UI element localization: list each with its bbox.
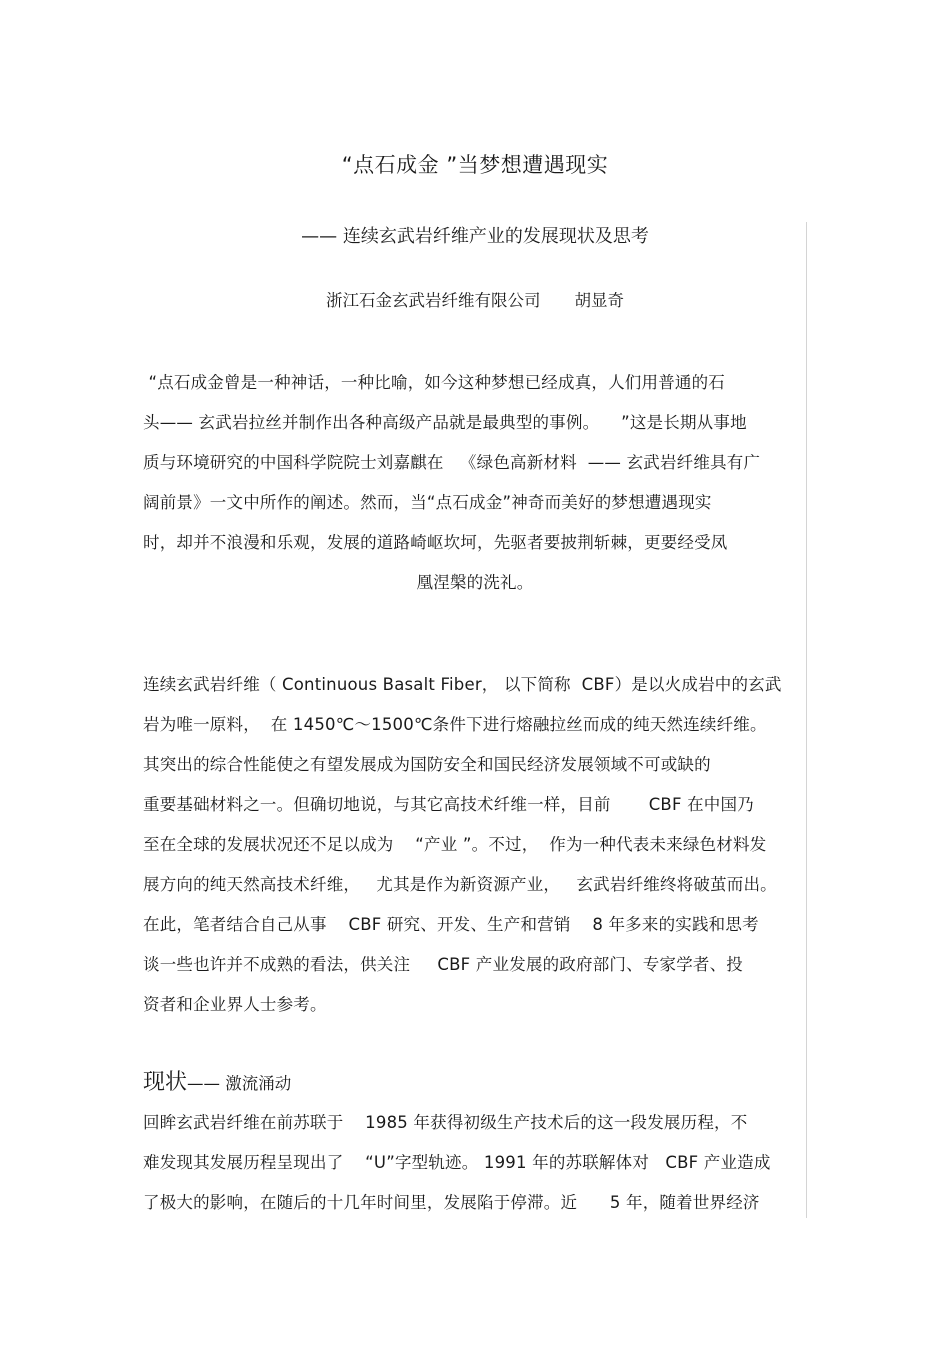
author-organization: 浙江石金玄武岩纤维有限公司 (326, 291, 541, 310)
section-body-line: 了极大的影响，在随后的十几年时间里，发展陷于停滞。近 5 年，随着世界经济 (143, 1193, 760, 1212)
intro-line: 其突出的综合性能使之有望发展成为国防安全和国民经济发展领域不可或缺的 (143, 755, 711, 774)
document-subtitle: —— 连续玄武岩纤维产业的发展现状及思考 (301, 226, 649, 247)
intro-line: 展方向的纯天然高技术纤维， 尤其是作为新资源产业， 玄武岩纤维终将破茧而出。 (143, 875, 777, 894)
intro-line: 至在全球的发展状况还不足以成为 “产业 ”。不过， 作为一种代表未来绿色材料发 (143, 835, 767, 854)
section-heading-suffix: —— 激流涌动 (187, 1074, 292, 1093)
section-heading-main: 现状 (143, 1070, 188, 1095)
intro-line: 资者和企业界人士参考。 (143, 995, 327, 1014)
intro-line: 在此，笔者结合自己从事 CBF 研究、开发、生产和营销 8 年多来的实践和思考 (143, 915, 759, 934)
author-line (0, 290, 950, 312)
quote-line: 头—— 玄武岩拉丝并制作出各种高级产品就是最典型的事例。 ”这是长期从事地 (143, 413, 747, 432)
intro-line: 重要基础材料之一。但确切地说，与其它高技术纤维一样，目前 CBF 在中国乃 (143, 795, 754, 814)
quote-line: 质与环境研究的中国科学院院士刘嘉麒在 《绿色高新材料 —— 玄武岩纤维具有广 (143, 453, 761, 472)
intro-line: 连续玄武岩纤维（ Continuous Basalt Fiber， 以下简称 CBF）是以火成岩中的玄武 (143, 675, 782, 694)
quote-line: 阔前景》一文中所作的阐述。然而，当“点石成金”神奇而美好的梦想遭遇现实 (143, 493, 712, 512)
intro-line: 谈一些也许并不成熟的看法，供关注 CBF 产业发展的政府部门、专家学者、投 (143, 955, 744, 974)
document-title: “点石成金 ”当梦想遭遇现实 (341, 153, 609, 177)
quote-line: “点石成金曾是一种神话，一种比喻，如今这种梦想已经成真，人们用普通的石 (143, 373, 725, 392)
intro-line: 岩为唯一原料， 在 1450℃～1500℃条件下进行熔融拉丝而成的纯天然连续纤维。 (143, 715, 767, 734)
quote-line: 时，却并不浪漫和乐观，发展的道路崎岖坎坷，先驱者要披荆斩棘，更要经受凤 (143, 533, 728, 552)
section-heading (143, 1068, 291, 1099)
page-frame-rule (806, 222, 807, 1218)
author-name: 胡显奇 (574, 291, 624, 310)
quote-line: 凰涅槃的洗礼。 (416, 573, 534, 592)
section-body-line: 回眸玄武岩纤维在前苏联于 1985 年获得初级生产技术后的这一段发展历程，不 (143, 1113, 748, 1132)
section-body-line: 难发现其发展历程呈现出了 “U”字型轨迹。 1991 年的苏联解体对 CBF 产业造成 (143, 1153, 771, 1172)
